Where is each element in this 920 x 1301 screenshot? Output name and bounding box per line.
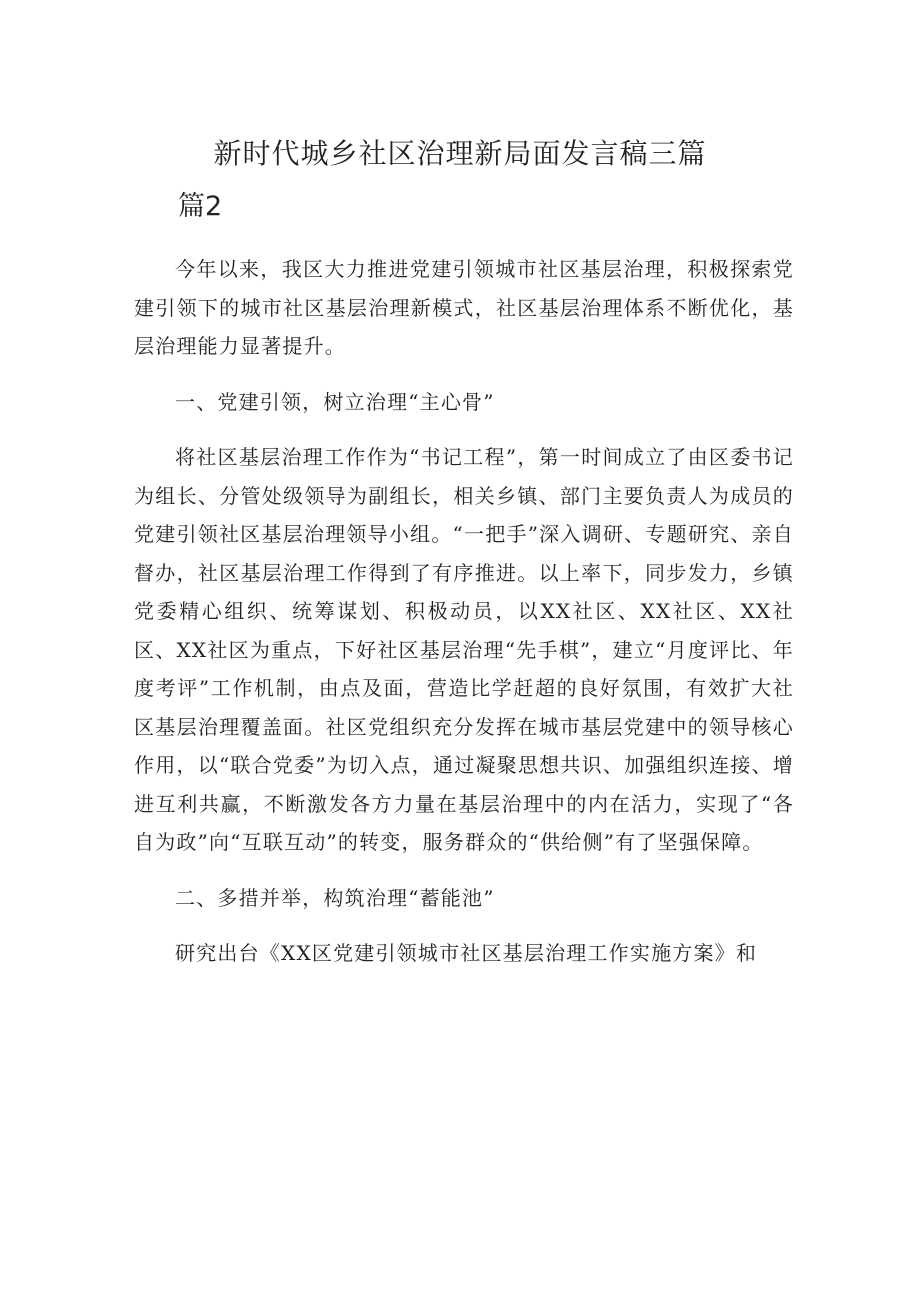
section-label: 篇2 xyxy=(178,191,223,222)
section-heading-1: 一、党建引领，树立治理“主心骨” xyxy=(175,389,495,414)
section-heading-2: 二、多措并举，构筑治理“蓄能池” xyxy=(175,885,495,910)
document-body xyxy=(134,250,794,973)
body-paragraph-2: 研究出台《XX区党建引领城市社区基层治理工作实施方案》和 xyxy=(175,941,758,965)
document-title: 新时代城乡社区治理新局面发言稿三篇 xyxy=(213,137,707,170)
intro-paragraph: 今年以来，我区大力推进党建引领城市社区基层治理，积极探索党建引领下的城市社区基层治理新模式，社区基层治理体系不断优化，基层治理能力显著提升。 xyxy=(134,257,794,358)
body-paragraph-1: 将社区基层治理工作作为“书记工程”，第一时间成立了由区委书记为组长、分管处级领导为副组长，相关乡镇、部门主要负责人为成员的党建引领社区基层治理领导小组。“一把手”深入调研、专题研究、亲自督办，社区基层治理工作得到了有序推进。以上率下，同步发力，乡镇党委精心组织、统筹谋划、积极动员，以XX社区、XX社区、XX社区、XX社区为重点，下好社区基层治理“先手棋”，建立“月度评比、年度考评”工作机制，由点及面，营造比学赶超的良好氛围，有效扩大社区基层治理覆盖面。社区党组织充分发挥在城市基层党建中的领导核心作用，以“联合党委”为切入点，通过凝聚思想共识、加强组织连接、增进互利共赢，不断激发各方力量在基层治理中的内在活力，实现了“各自为政”向“互联互动”的转变，服务群众的“供给侧”有了坚强保障。 xyxy=(134,445,794,854)
